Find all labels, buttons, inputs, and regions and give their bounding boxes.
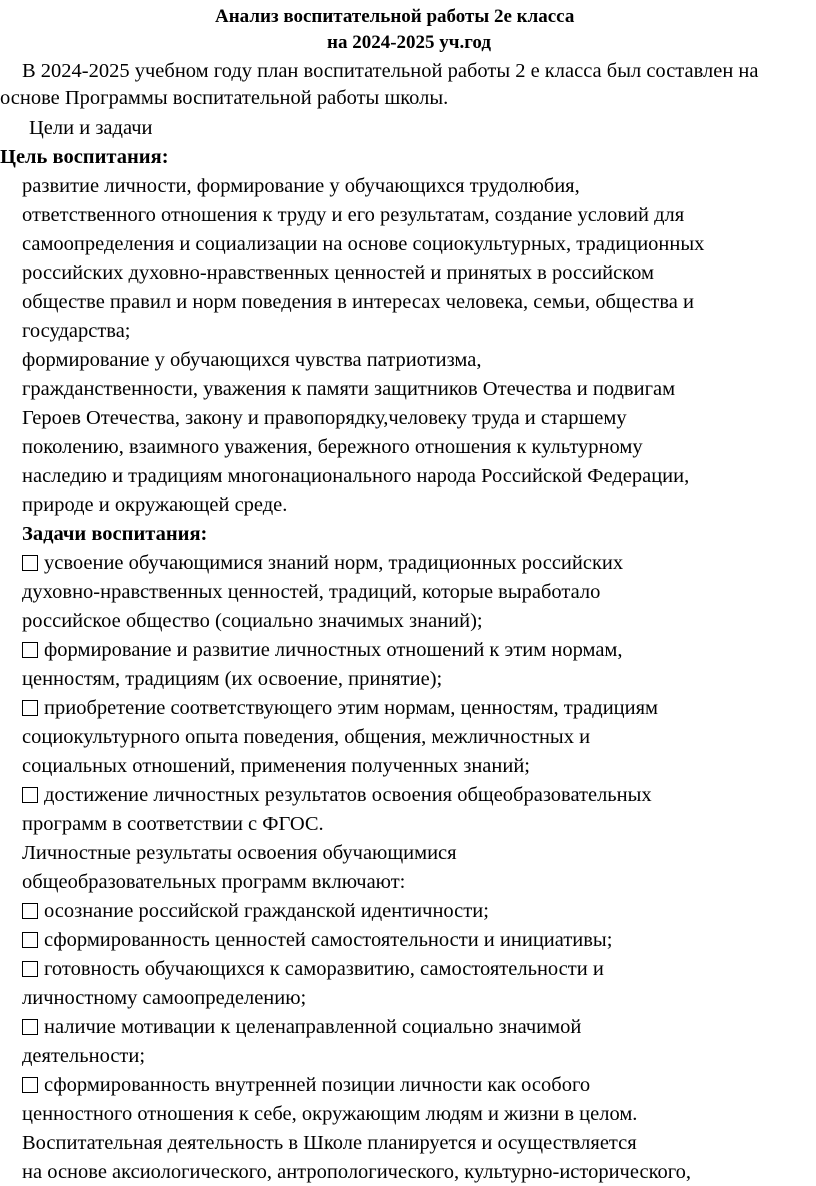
document-title-line-2: на 2024-2025 уч.год (327, 32, 491, 53)
task-item (22, 551, 623, 575)
task-item (22, 638, 623, 662)
goal-line: ответственного отношения к труду и его результатам, создание условий для (22, 204, 685, 226)
checkbox-bullet-icon (22, 700, 38, 716)
result-item (22, 1015, 581, 1039)
intro-line-2: основе Программы воспитательной работы школы. (0, 87, 449, 109)
results-line: общеобразовательных программ включают: (22, 871, 406, 893)
activity-line: на основе аксиологического, антропологического, культурно-исторического, (22, 1161, 692, 1183)
result-text: готовность обучающихся к саморазвитию, самостоятельности и (44, 958, 604, 980)
task-line: социальных отношений, применения полученных знаний; (22, 755, 531, 777)
checkbox-bullet-icon (22, 555, 38, 571)
checkbox-bullet-icon (22, 961, 38, 977)
task-item (22, 696, 658, 720)
result-item (22, 957, 604, 981)
results-line: деятельности; (22, 1045, 146, 1067)
goal-line: природе и окружающей среде. (22, 494, 288, 516)
results-line: Личностные результаты освоения обучающимися (22, 842, 457, 864)
checkbox-bullet-icon (22, 787, 38, 803)
goal-line: государства; (22, 320, 131, 342)
checkbox-bullet-icon (22, 903, 38, 919)
goal-line: обществе правил и норм поведения в интересах человека, семьи, общества и (22, 291, 694, 313)
goal-line: наследию и традициям многонационального народа Российской Федерации, (22, 465, 690, 487)
task-text: приобретение соответствующего этим нормам, ценностям, традициям (44, 697, 659, 719)
goal-line: российских духовно-нравственных ценностей и принятых в российском (22, 262, 654, 284)
goal-line: самоопределения и социализации на основе социокультурных, традиционных (22, 233, 705, 255)
task-line: социокультурного опыта поведения, общения, межличностных и (22, 726, 591, 748)
task-line: ценностям, традициям (их освоение, принятие); (22, 668, 443, 690)
result-text: сформированность внутренней позиции личности как особого (44, 1074, 591, 1096)
activity-line: Воспитательная деятельность в Школе планируется и осуществляется (22, 1132, 637, 1154)
task-line: программ в соответствии с ФГОС. (22, 813, 324, 835)
result-text: сформированность ценностей самостоятельности и инициативы; (44, 929, 613, 951)
task-text: достижение личностных результатов освоения общеобразовательных (44, 784, 652, 806)
goals-heading: Цели и задачи (29, 117, 153, 139)
result-item (22, 928, 612, 952)
task-item (22, 783, 652, 807)
result-text: наличие мотивации к целенаправленной социально значимой (44, 1016, 582, 1038)
goal-line: Героев Отечества, закону и правопорядку,человеку труда и старшему (22, 407, 627, 429)
checkbox-bullet-icon (22, 1077, 38, 1093)
result-item (22, 899, 489, 923)
task-line: российское общество (социально значимых знаний); (22, 610, 483, 632)
checkbox-bullet-icon (22, 1019, 38, 1035)
intro-line-1: В 2024-2025 учебном году план воспитательной работы 2 е класса был составлен на (22, 60, 759, 82)
goal-line: гражданственности, уважения к памяти защитников Отечества и подвигам (22, 378, 676, 400)
goal-line: поколению, взаимного уважения, бережного отношения к культурному (22, 436, 643, 458)
goal-line: развитие личности, формирование у обучающихся трудолюбия, (22, 175, 580, 197)
document-title-line-1: Анализ воспитательной работы 2е класса (215, 6, 575, 27)
task-text: усвоение обучающимися знаний норм, традиционных российских (44, 552, 624, 574)
result-text: осознание российской гражданской идентичности; (44, 900, 489, 922)
task-text: формирование и развитие личностных отношений к этим нормам, (44, 639, 623, 661)
task-line: духовно-нравственных ценностей, традиций, которые выработало (22, 581, 601, 603)
tasks-heading: Задачи воспитания: (22, 523, 208, 545)
results-line: ценностного отношения к себе, окружающим людям и жизни в целом. (22, 1103, 638, 1125)
goal-heading: Цель воспитания: (0, 146, 169, 168)
result-item (22, 1073, 590, 1097)
checkbox-bullet-icon (22, 932, 38, 948)
results-line: личностному самоопределению; (22, 987, 307, 1009)
checkbox-bullet-icon (22, 642, 38, 658)
goal-line: формирование у обучающихся чувства патриотизма, (22, 349, 482, 371)
